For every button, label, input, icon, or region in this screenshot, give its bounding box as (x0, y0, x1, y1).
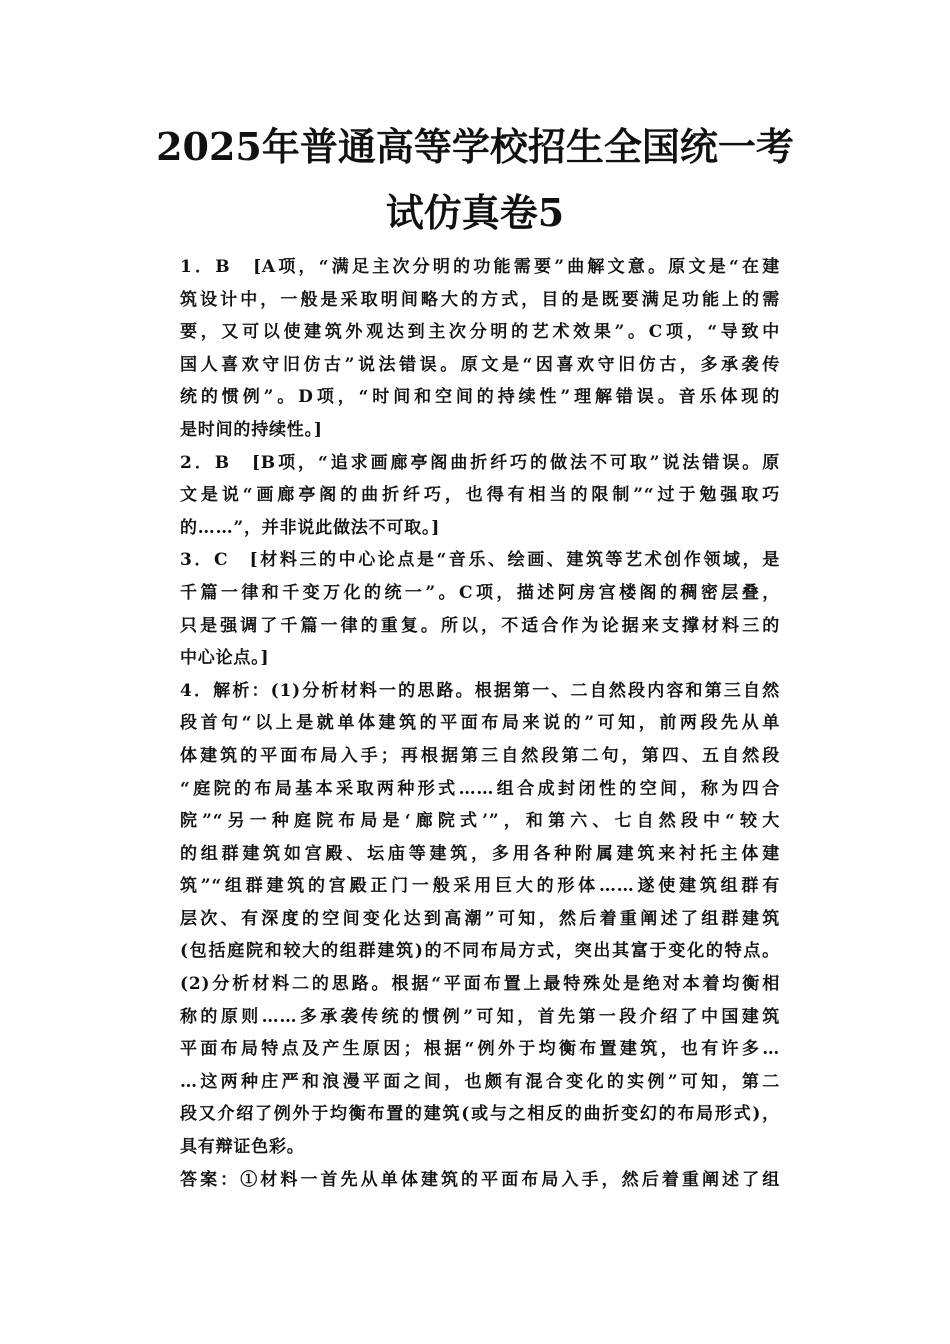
text-line: 段首句“以上是就单体建筑的平面布局来说的”可知，前两段先从单 (180, 713, 780, 734)
text-line: 答案：①材料一首先从单体建筑的平面布局入手，然后着重阐述了组 (180, 1169, 780, 1190)
text-line: 国人喜欢守旧仿古”说法错误。原文是“因喜欢守旧仿古，多承袭传 (180, 354, 780, 375)
text-line: 4．解析：(1)分析材料一的思路。根据第一、二自然段内容和第三自然 (180, 680, 780, 701)
text-line: 只是强调了千篇一律的重复。所以，不适合作为论据来支撑材料三的 (180, 615, 780, 636)
text-line: 院”“另一种庭院布局是‘廊院式’”，和第六、七自然段中“较大 (180, 811, 780, 832)
text-line: 中心论点。] (180, 648, 270, 669)
text-line: 3．C [材料三的中心论点是“音乐、绘画、建筑等艺术创作领域，是 (180, 550, 780, 571)
text-line: 段又介绍了例外于均衡布置的建筑(或与之相反的曲折变幻的布局形式)， (180, 1104, 780, 1125)
answer-body (180, 251, 780, 1196)
text-line: 2．B [B项，“追求画廊亭阁曲折纤巧的做法不可取”说法错误。原 (180, 452, 780, 473)
text-line: 的组群建筑如宫殿、坛庙等建筑，多用各种附属建筑来衬托主体建 (180, 843, 780, 864)
text-line: 1．B [A项，“满足主次分明的功能需要”曲解文意。原文是“在建 (180, 257, 780, 277)
text-line: 称的原则……多承袭传统的惯例”可知，首先第一段介绍了中国建筑 (180, 1006, 780, 1027)
text-line: …这两种庄严和浪漫平面之间，也颇有混合变化的实例”可知，第二 (180, 1071, 780, 1092)
text-line: 是时间的持续性。] (180, 419, 323, 440)
text-line: 千篇一律和千变万化的统一”。C项，描述阿房宫楼阁的稠密层叠， (180, 582, 780, 603)
text-line: 的……”，并非说此做法不可取。] (180, 517, 441, 538)
text-line: 体建筑的平面布局入手；再根据第三自然段第二句，第四、五自然段 (180, 745, 780, 766)
text-line: (2)分析材料二的思路。根据“平面布置上最特殊处是绝对本着均衡相 (180, 974, 780, 995)
text-line: 统的惯例”。D项，“时间和空间的持续性”理解错误。音乐体现的 (180, 387, 780, 408)
text-line: 层次、有深度的空间变化达到高潮”可知，然后着重阐述了组群建筑 (180, 908, 780, 929)
text-line: 要，又可以使建筑外观达到主次分明的艺术效果”。C项，“导致中 (180, 322, 780, 343)
document-title-line-1: 2025年普通高等学校招生全国统一考 (156, 124, 794, 169)
text-line: 具有辩证色彩。 (180, 1137, 305, 1158)
text-line: 筑设计中，一般是采取明间略大的方式，目的是既要满足功能上的需 (180, 289, 780, 310)
text-line: 平面布局特点及产生原因；根据“例外于均衡布置建筑，也有许多… (180, 1039, 780, 1060)
text-line: 文是说“画廊亭阁的曲折纤巧，也得有相当的限制”“过于勉强取巧 (180, 485, 780, 506)
document-title-line-2: 试仿真卷5 (385, 190, 565, 235)
text-line: (包括庭院和较大的组群建筑)的不同布局方式，突出其富于变化的特点。 (180, 941, 780, 962)
text-line: 筑”“组群建筑的宫殿正门一般采用巨大的形体……遂使建筑组群有 (180, 876, 780, 897)
text-line: “庭院的布局基本采取两种形式……组合成封闭性的空间，称为四合 (180, 778, 780, 799)
